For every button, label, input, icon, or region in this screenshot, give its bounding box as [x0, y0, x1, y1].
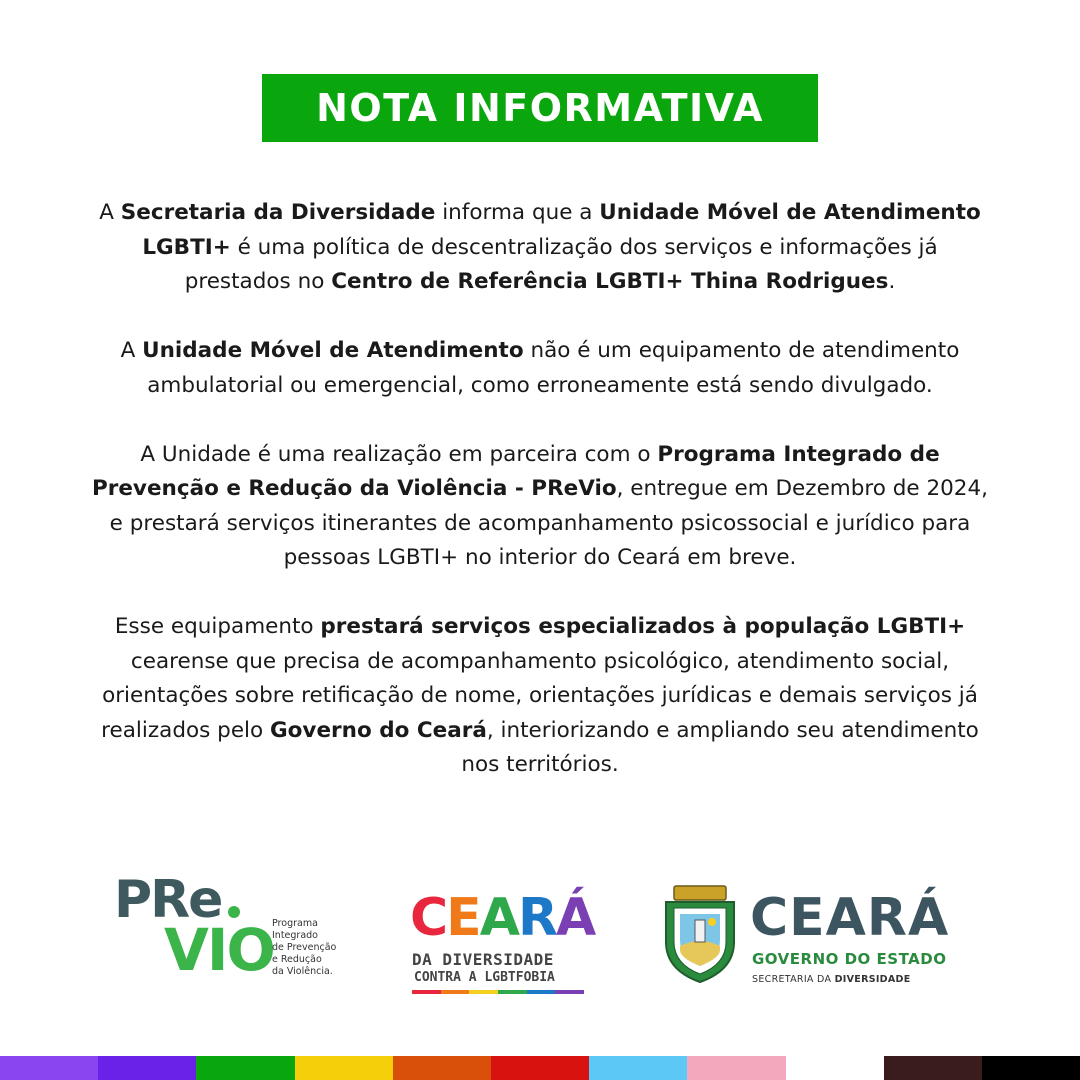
contra-lgbtfobia-text: CONTRA A LGBTFOBIA — [414, 970, 555, 985]
stripe-segment-5 — [393, 1056, 491, 1080]
stripe-segment-9 — [786, 1056, 884, 1080]
rainbow-segment-6 — [555, 990, 584, 994]
paragraph-4: Esse equipamento prestará serviços especializados à população LGBTI+ cearense que precisa de acompanhamento psicológico, atendimento social, orientações sobre retificação de nome, orientações jurídicas e demais serviços já realizados pelo Governo do Ceará, interiorizando e ampliando seu atendimento nos territórios. — [101, 614, 979, 777]
ceara-da-diversidade-logo — [410, 874, 595, 998]
rainbow-segment-5 — [527, 990, 556, 994]
stripe-segment-1 — [0, 1056, 98, 1080]
rainbow-footer-stripe — [0, 1056, 1080, 1080]
page-title: NOTA INFORMATIVA — [316, 86, 764, 130]
da-diversidade-text: DA DIVERSIDADE — [412, 950, 554, 969]
stripe-segment-6 — [491, 1056, 589, 1080]
stripe-segment-11 — [982, 1056, 1080, 1080]
body-text — [90, 196, 990, 817]
governo-ceara-logo — [660, 884, 980, 984]
rainbow-segment-4 — [498, 990, 527, 994]
previo-description: Programa Integrado de Prevenção e Redução da Violência. — [272, 918, 337, 977]
stripe-segment-2 — [98, 1056, 196, 1080]
paragraph-2: A Unidade Móvel de Atendimento não é um equipamento de atendimento ambulatorial ou emergencial, como erroneamente está sendo divulgado. — [120, 338, 960, 398]
stripe-segment-7 — [589, 1056, 687, 1080]
governo-subtitle: GOVERNO DO ESTADO — [752, 950, 947, 968]
secretaria-label: SECRETARIA DA DIVERSIDADE — [752, 974, 911, 985]
rainbow-segment-3 — [469, 990, 498, 994]
paragraph-3: A Unidade é uma realização em parceira com o Programa Integrado de Prevenção e Redução da Violência - PReVio, entregue em Dezembro de 2024, e prestará serviços itinerantes de acompanhamento psicossocial e jurídico para pessoas LGBTI+ no interior do Ceará em breve. — [91, 441, 988, 570]
title-banner — [262, 74, 818, 142]
stripe-segment-10 — [884, 1056, 982, 1080]
ceara-wordmark: C E A R Á — [410, 888, 595, 948]
stripe-segment-3 — [196, 1056, 294, 1080]
previo-mark-top: PRe — [114, 870, 222, 930]
rainbow-underline — [412, 990, 584, 994]
state-coat-of-arms-icon — [660, 884, 740, 984]
previo-mark-bottom: VIO — [164, 916, 274, 984]
stripe-segment-4 — [295, 1056, 393, 1080]
rainbow-segment-2 — [441, 990, 470, 994]
rainbow-segment-1 — [412, 990, 441, 994]
previo-logo — [112, 870, 352, 986]
stripe-segment-8 — [687, 1056, 785, 1080]
paragraph-1: A Secretaria da Diversidade informa que a Unidade Móvel de Atendimento LGBTI+ é uma política de descentralização dos serviços e informações já prestados no Centro de Referência LGBTI+ Thina Rodrigues. — [99, 200, 981, 294]
governo-name: CEARÁ — [750, 888, 950, 948]
